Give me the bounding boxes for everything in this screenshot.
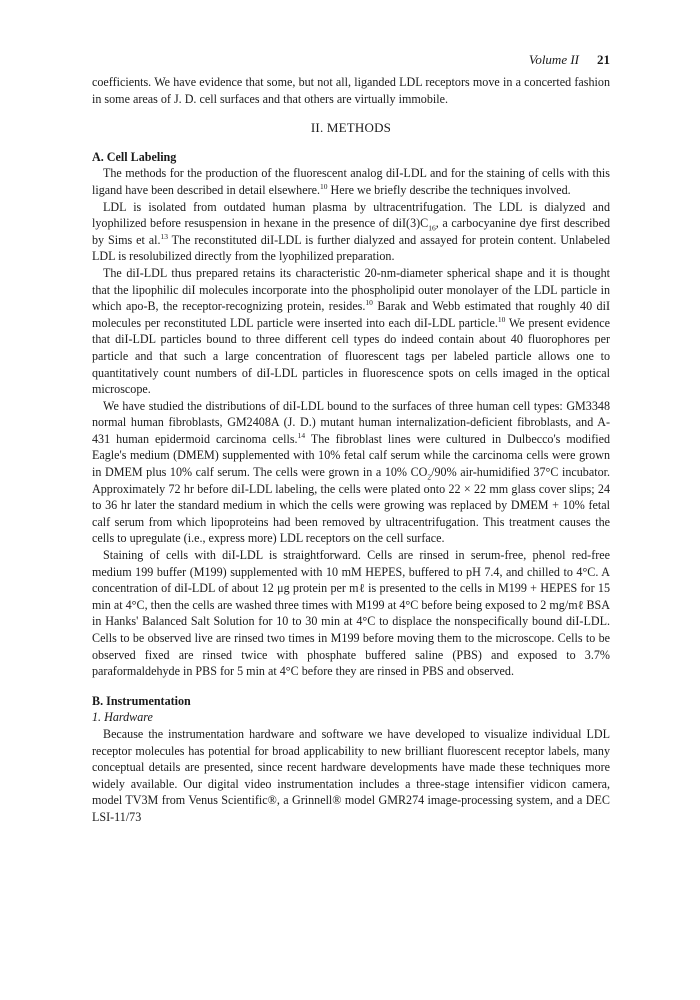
document-page	[92, 52, 610, 826]
reference-superscript: 10	[365, 298, 373, 308]
section-title: II. METHODS	[310, 120, 392, 136]
subsection-heading-instrumentation: B. Instrumentation	[92, 693, 191, 708]
text-run: The diI-LDL thus prepared retains its characteristic 20-nm-diameter spherical shape and it is thought that the lipophilic diI molecules incorporate into the phospholipid outer monolayer of the LDL particle in which apo-B, the receptor-recognizing protein, resides.	[92, 265, 610, 314]
text-run: The reconstituted diI-LDL is further dialyzed and assayed for protein content. Unlabeled LDL is resolubilized directly from the lyophilized preparation.	[92, 232, 610, 264]
text-run: The methods for the production of the fluorescent analog diI-LDL and for the staining of cells with this ligand have been described in detail elsewhere.	[92, 166, 610, 197]
text-run: , a carbocyanine dye first described by Sims et al.	[92, 216, 611, 247]
running-header	[92, 52, 610, 74]
text-run: Barak and Webb estimated that roughly 40 diI molecules per reconstituted LDL particle were inserted into each diI-LDL particle.	[92, 299, 610, 330]
text-run: Here we briefly describe the techniques involved.	[327, 182, 571, 197]
text-run: We present evidence that diI-LDL particles bound to three different cell types do indeed contain about 40 fluorophores per particle and that such a large concentration of fluorescent tags per labeled particle allows one to quantitatively count numbers of diI-LDL particles in fluorescence spots on cells imaged in the optical microscope.	[92, 315, 610, 397]
paragraph-hardware: Because the instrumentation hardware and software we have developed to visualize individual LDL receptor molecules has potential for broad applicability to new brilliant fluorescent receptor labels, many conceptual details are presented, since recent hardware developments have made these techniques more widely available. Our digital video instrumentation includes a three-stage intensifier vidicon camera, model TV3M from Venus Scientific®, a Grinnell® model GMR274 image-processing system, and a DEC LSI-11/73	[92, 726, 610, 824]
paragraph-dil-ldl	[92, 265, 610, 398]
reference-superscript: 10	[320, 181, 328, 191]
subsection-heading-cell-labeling: A. Cell Labeling	[92, 149, 177, 164]
reference-superscript: 14	[297, 430, 306, 440]
volume-label: Volume II	[528, 52, 579, 67]
text-run: /90% air-humidified 37°C incubator. Approximately 72 hr before diI-LDL labeling, the cells were plated onto 22 × 22 mm glass cover slips; 24 to 36 hr later the standard medium in which the cells were growing was replaced by DMEM + 10% fetal calf serum from which lipoproteins had been removed by ultracentrifugation. This treatment causes the cells to upregulate (i.e., express more) LDL receptors on the cell surface.	[92, 465, 610, 546]
page-number: 21	[597, 52, 610, 67]
reference-superscript: 10	[497, 314, 506, 324]
paragraph-methods	[92, 165, 610, 198]
paragraph-cell-types	[92, 398, 610, 547]
chemical-subscript: 2	[427, 472, 432, 482]
subsubsection-heading-hardware: 1. Hardware	[92, 710, 153, 725]
text-run: LDL is isolated from outdated human plasma by ultracentrifugation. The LDL is dialyzed and lyophilized before resuspension in hexane in the presence of diI(3)C	[92, 199, 610, 231]
reference-superscript: 13	[160, 231, 168, 241]
text-run: We have studied the distributions of diI-LDL bound to the surfaces of three human cell types: GM3348 normal human fibroblasts, GM2408A (J. D.) mutant human internalization-deficient fibroblasts, and A-431 human epidermoid carcinoma cells.	[92, 398, 610, 446]
chemical-subscript: 16	[428, 223, 436, 233]
paragraph-staining: Staining of cells with diI-LDL is straightforward. Cells are rinsed in serum-free, phenol red-free medium 199 buffer (M199) supplemented with 10 mM HEPES, buffered to pH 7.4, and chilled to 4°C. A concentration of diI-LDL of about 12 μg protein per mℓ is presented to the cells in M199 + HEPES for 15 min at 4°C, then the cells are washed three times with M199 at 4°C before being exposed to 2 mg/mℓ BSA in Hanks' Balanced Salt Solution for 10 to 30 min at 4°C to displace the nonspecifically bound diI-LDL. Cells to be observed live are rinsed two times in M199 before moving them to the microscope. Cells to be observed fixed are rinsed twice with phosphate buffered saline (PBS) and exposed to 3.7% paraformaldehyde in PBS for 5 min at 4°C before they are rinsed in PBS and observed.	[92, 548, 610, 679]
paragraph-ldl-isolation	[92, 199, 610, 265]
text-run: The fibroblast lines were cultured in Dulbecco's modified Eagle's medium (DMEM) supplemented with 10% fetal calf serum while the carcinoma cells were grown in DMEM plus 10% calf serum. The cells were grown in a 10% CO	[92, 431, 610, 480]
intro-paragraph: coefficients. We have evidence that some, but not all, liganded LDL receptors move in a concerted fashion in some areas of J. D. cell surfaces and that others are virtually immobile.	[92, 75, 610, 106]
